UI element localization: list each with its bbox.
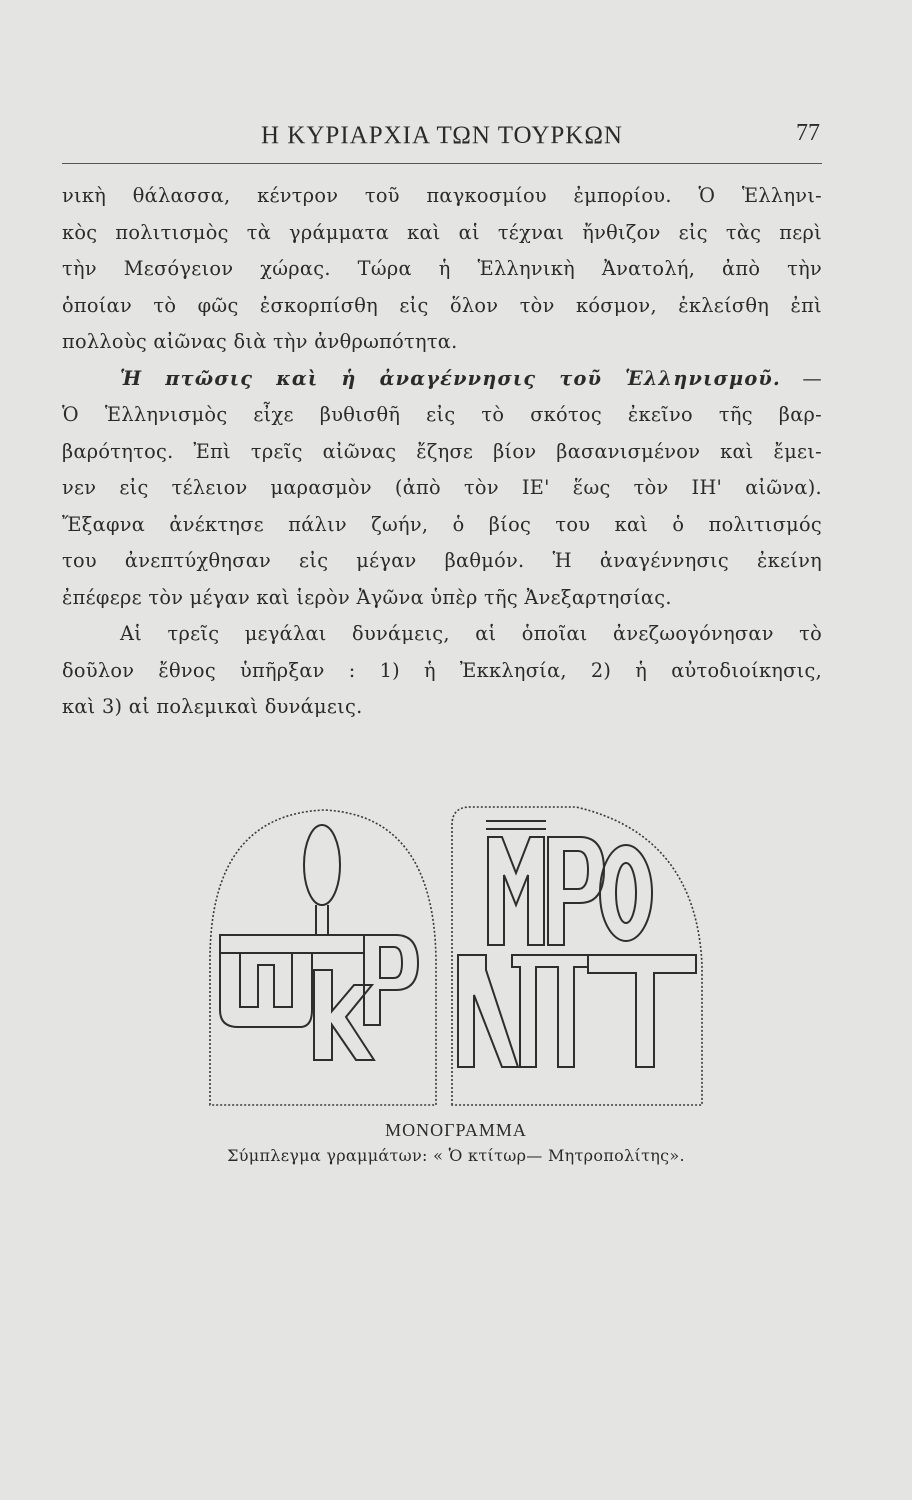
right-seal-omicron [600, 845, 652, 941]
running-title: Η ΚΥΡΙΑΡΧΙΑ ΤΩΝ ΤΟΥΡΚΩΝ [261, 122, 623, 149]
figure-caption-text: Σύμπλεγμα γραμμάτων: « Ὁ κτίτωρ— Μητροπολίτης». [227, 1146, 685, 1165]
text-line: Ἔξαφνα ἀνέκτησε πάλιν ζωήν, ὁ βίος του καὶ ὁ πολιτισμός [62, 512, 822, 536]
text-line: του ἀνεπτύχθησαν εἰς μέγαν βαθμόν. Ἡ ἀναγέννησις ἐκείνη [62, 549, 822, 572]
text-line: Αἱ τρεῖς μεγάλαι δυνάμεις, αἱ ὁποῖαι ἀνεζωογόνησαν τὸ [120, 622, 822, 645]
right-seal-rho [548, 837, 604, 945]
left-seal-rho [364, 935, 418, 1025]
text-line: πολλοὺς αἰῶνας διὰ τὴν ἀνθρωπότητα. [62, 330, 458, 353]
monogram-figure [196, 795, 716, 1120]
right-seal-pi [512, 955, 588, 1067]
body-text [62, 178, 822, 726]
text-line: ἐπέφερε τὸν μέγαν καὶ ἱερὸν Ἀγῶνα ὑπὲρ τῆς Ἀνεξαρτησίας. [62, 585, 672, 609]
section-heading-line [62, 361, 822, 398]
left-seal-omega [220, 953, 312, 1027]
text-line: κὸς πολιτισμὸς τὰ γράμματα καὶ αἱ τέχναι ἤνθιζον εἰς τὰς περὶ [62, 220, 822, 244]
right-seal-tau [588, 955, 696, 1067]
page-number: 77 [796, 120, 820, 146]
text-line: βαρότητος. Ἐπὶ τρεῖς αἰῶνας ἔζησε βίον βασανισμένον καὶ ἔμει- [62, 439, 822, 463]
monogram-drawing [196, 795, 716, 1120]
text-line: ὁποίαν τὸ φῶς ἐσκορπίσθη εἰς ὅλον τὸν κόσμον, ἐκλείσθη ἐπὶ [62, 293, 822, 317]
right-seal-lambda [458, 955, 518, 1067]
header-rule [62, 163, 822, 164]
text-line: νικὴ θάλασσα, κέντρον τοῦ παγκοσμίου ἐμπορίου. Ὁ Ἑλληνι- [62, 184, 822, 207]
heading-dash: — [802, 366, 822, 390]
right-seal-mu [488, 837, 544, 945]
page-header [62, 118, 822, 158]
section-heading: Ἡ πτῶσις καὶ ἡ ἀναγέννησις τοῦ Ἑλληνισμοῦ. [120, 366, 781, 390]
text-line: νεν εἰς τέλειον μαρασμὸν (ἀπὸ τὸν ΙΕ' ἕως τὸν ΙΗ' αἰῶνα). [62, 476, 822, 499]
text-line: Ὁ Ἑλληνισμὸς εἶχε βυθισθῆ εἰς τὸ σκότος ἐκεῖνο τῆς βαρ- [62, 403, 822, 426]
text-line: τὴν Μεσόγειον χώρας. Τώρα ἡ Ἑλληνικὴ Ἀνατολή, ἀπὸ τὴν [62, 257, 822, 280]
figure-caption-title: ΜΟΝΟΓΡΑΜΜΑ [385, 1120, 527, 1140]
text-line: καὶ 3) αἱ πολεμικαὶ δυνάμεις. [62, 695, 363, 718]
left-seal-omicron [304, 825, 340, 905]
text-line: δοῦλον ἔθνος ὑπῆρξαν : 1) ἡ Ἐκκλησία, 2) ἡ αὐτοδιοίκησις, [62, 658, 822, 682]
